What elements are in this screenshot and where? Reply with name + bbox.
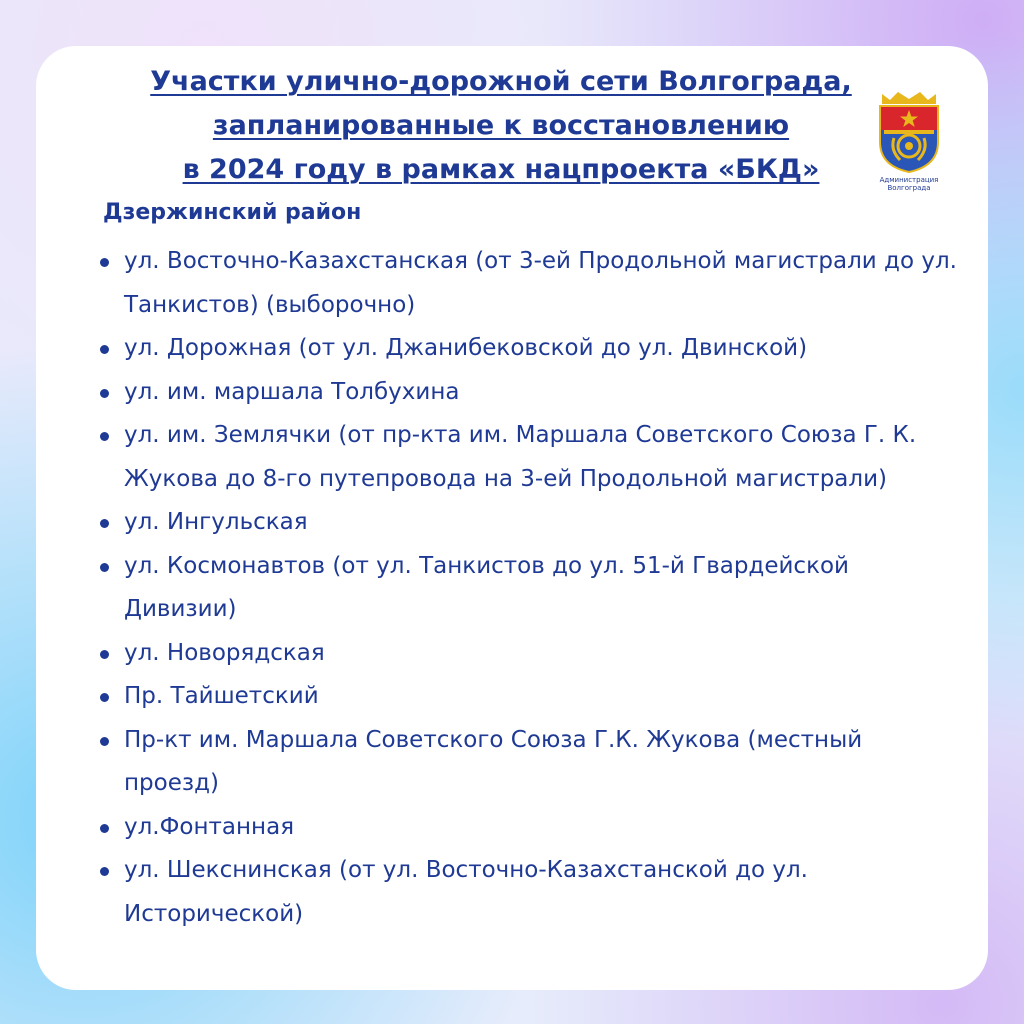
list-item: ул. Ингульская: [124, 501, 964, 545]
list-item: ул. Дорожная (от ул. Джанибековской до ул. Двинской): [124, 327, 964, 371]
list-item: Пр. Тайшетский: [124, 675, 964, 719]
list-item: ул. им. маршала Толбухина: [124, 371, 964, 415]
list-item: ул. Восточно-Казахстанская (от 3-ей Продольной магистрали до ул. Танкистов) (выборочно): [124, 240, 964, 327]
page-title: [76, 60, 926, 192]
district-heading: Дзержинский район: [103, 200, 362, 225]
list-item: ул. Новорядская: [124, 632, 964, 676]
city-emblem: [872, 90, 946, 200]
emblem-caption: Администрация Волгограда: [879, 176, 939, 192]
title-line-3: в 2024 году в рамках нацпроекта «БКД»: [182, 154, 820, 185]
coat-of-arms-icon: [872, 90, 946, 174]
title-line-1: Участки улично-дорожной сети Волгограда,: [150, 66, 852, 97]
title-line-2: запланированные к восстановлению: [212, 110, 790, 141]
content-card: [36, 46, 988, 990]
list-item: ул. Космонавтов (от ул. Танкистов до ул. 51-й Гвардейской Дивизии): [124, 545, 964, 632]
list-item: ул.Фонтанная: [124, 806, 964, 850]
list-item: ул. им. Землячки (от пр-кта им. Маршала Советского Союза Г. К. Жукова до 8-го путепровода на 3-ей Продольной магистрали): [124, 414, 964, 501]
street-list: [124, 240, 964, 936]
list-item: ул. Шекснинская (от ул. Восточно-Казахстанской до ул. Исторической): [124, 849, 964, 936]
list-item: Пр-кт им. Маршала Советского Союза Г.К. Жукова (местный проезд): [124, 719, 964, 806]
